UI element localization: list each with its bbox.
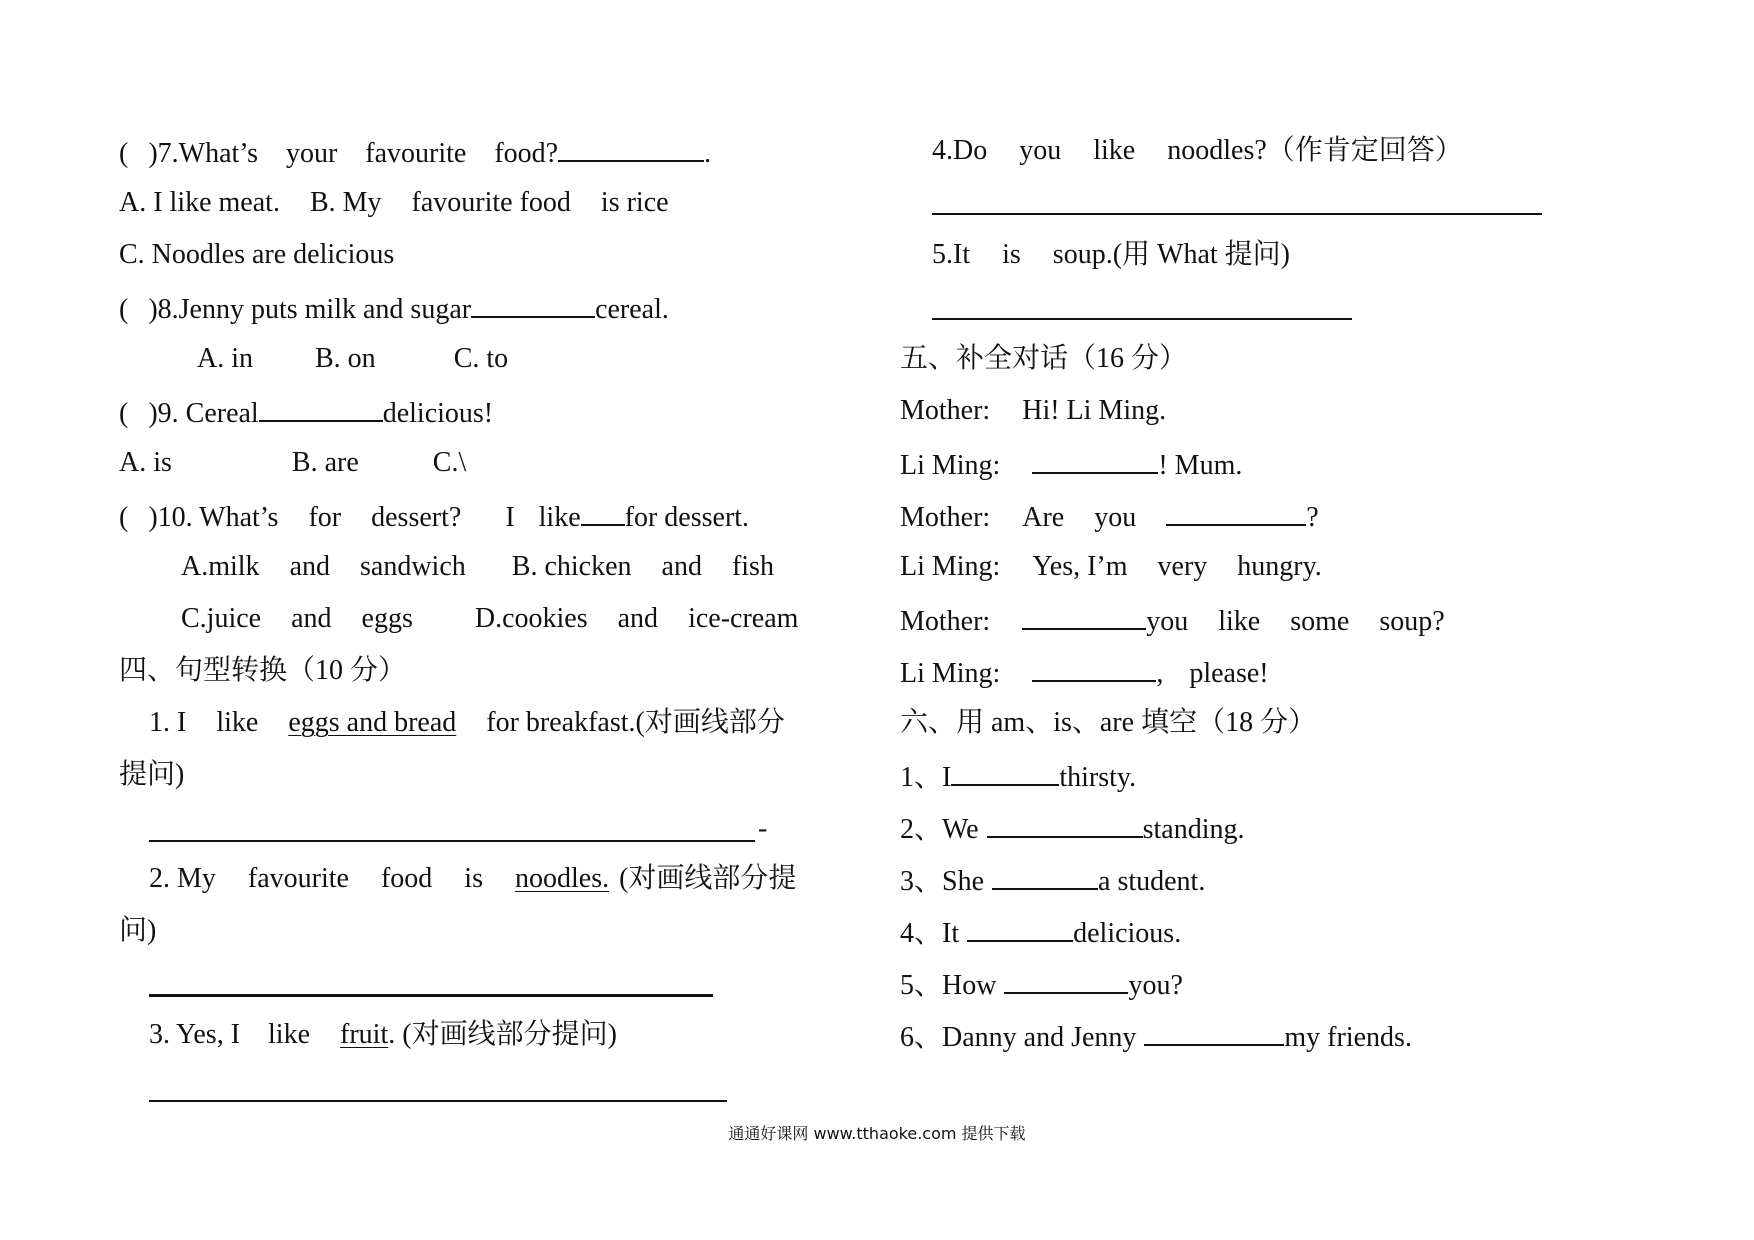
dialog-line-5: Mother: you like some soup? xyxy=(900,602,1445,639)
q9-option-b: B. are xyxy=(291,447,359,478)
fill-item-6: 6、Danny and Jenny my friends. xyxy=(900,1018,1412,1055)
section6-title: 六、用 am、is、are 填空（18 分） xyxy=(900,707,1317,738)
answer-line[interactable] xyxy=(932,318,1352,320)
s4-item2-cont: 问) xyxy=(119,915,157,946)
s4-item1-dash: - xyxy=(758,813,768,844)
dialog-line-4: Li Ming: Yes, I’m very hungry. xyxy=(900,551,1322,582)
q7-option-c: C. Noodles are delicious xyxy=(119,239,395,270)
speaker: Li Ming: xyxy=(900,450,1001,481)
s4-item1-cont: 提问) xyxy=(119,759,185,790)
fill-item-3: 3、She a student. xyxy=(900,862,1205,899)
answer-line[interactable] xyxy=(149,1100,727,1102)
answer-blank[interactable] xyxy=(1166,498,1306,526)
q10-option-d: D.cookies xyxy=(474,603,588,634)
speaker: Li Ming: xyxy=(900,658,1001,689)
answer-blank[interactable] xyxy=(558,134,704,162)
underlined-phrase: noodles. xyxy=(514,863,610,894)
answer-blank[interactable] xyxy=(967,914,1073,942)
q10-stem: ( )10. What’s for dessert? I like for dessert. xyxy=(119,498,749,535)
q10-option-a: A.milk xyxy=(181,551,260,582)
speaker: Li Ming: xyxy=(900,551,1001,582)
q7-option-a: A. I like meat. xyxy=(119,187,280,218)
q10-options-ab: A.milk and sandwich B. chicken and fish xyxy=(181,551,774,582)
dialog-line-2: Li Ming: ! Mum. xyxy=(900,446,1242,483)
footer-credit: 通通好课网 www.tthaoke.com 提供下载 xyxy=(728,1124,1026,1143)
s4-item2: 2. My favourite food is noodles. (对画线部分提 xyxy=(149,863,797,894)
q9-options xyxy=(119,446,466,480)
s4-item1: 1. I like eggs and bread for breakfast.(对画线部分 xyxy=(149,707,785,738)
fill-item-1: 1、I thirsty. xyxy=(900,758,1136,795)
q7-options-ab: A. I like meat. B. My favourite food is rice xyxy=(119,187,669,218)
dialog-line-3: Mother: Are you ? xyxy=(900,498,1319,535)
dialog-line-1: Mother: Hi! Li Ming. xyxy=(900,395,1167,426)
answer-line[interactable] xyxy=(149,994,713,997)
answer-blank[interactable] xyxy=(581,498,625,526)
q8-option-a: A. in xyxy=(197,343,253,374)
q10-option-b: B. chicken xyxy=(511,551,632,582)
s4-item3: 3. Yes, I like fruit. (对画线部分提问) xyxy=(149,1019,617,1050)
speaker: Mother: xyxy=(900,502,991,533)
answer-blank[interactable] xyxy=(1004,966,1128,994)
section5-title: 五、补全对话（16 分） xyxy=(900,343,1188,374)
q8-option-c: C. to xyxy=(453,343,509,374)
answer-blank[interactable] xyxy=(471,290,595,318)
section4-title: 四、句型转换（10 分） xyxy=(119,655,407,686)
answer-blank[interactable] xyxy=(992,862,1098,890)
answer-blank[interactable] xyxy=(259,394,383,422)
q9-stem: ( )9. Cereal delicious! xyxy=(119,394,493,431)
speaker: Mother: xyxy=(900,395,991,426)
answer-blank[interactable] xyxy=(987,810,1143,838)
underlined-phrase: fruit xyxy=(340,1019,389,1050)
q9-option-a: A. is xyxy=(119,447,172,478)
answer-blank[interactable] xyxy=(1022,602,1146,630)
q8-option-b: B. on xyxy=(315,343,376,374)
q8-stem: ( )8.Jenny puts milk and sugar cereal. xyxy=(119,290,669,327)
q7-option-b: B. My xyxy=(309,187,382,218)
answer-line[interactable] xyxy=(149,840,755,842)
s4-item4: 4.Do you like noodles?（作肯定回答） xyxy=(932,135,1463,166)
fill-item-5: 5、How you? xyxy=(900,966,1183,1003)
answer-line[interactable] xyxy=(932,213,1542,215)
q10-option-c: C.juice xyxy=(181,603,262,634)
q8-options xyxy=(197,342,508,376)
answer-blank[interactable] xyxy=(1032,446,1158,474)
fill-item-2: 2、We standing. xyxy=(900,810,1245,847)
underlined-phrase: eggs and bread xyxy=(288,707,457,738)
answer-blank[interactable] xyxy=(1144,1018,1284,1046)
q7-stem: ( )7.What’s your favourite food? . xyxy=(119,134,711,171)
speaker: Mother: xyxy=(900,606,991,637)
answer-blank[interactable] xyxy=(951,758,1059,786)
answer-blank[interactable] xyxy=(1032,654,1156,682)
q10-options-cd: C.juice and eggs D.cookies and ice-cream xyxy=(181,603,799,634)
fill-item-4: 4、It delicious. xyxy=(900,914,1181,951)
dialog-line-6: Li Ming: , please! xyxy=(900,654,1269,691)
q9-option-c: C.\ xyxy=(432,447,467,478)
s4-item5: 5.It is soup.(用 What 提问) xyxy=(932,239,1290,270)
